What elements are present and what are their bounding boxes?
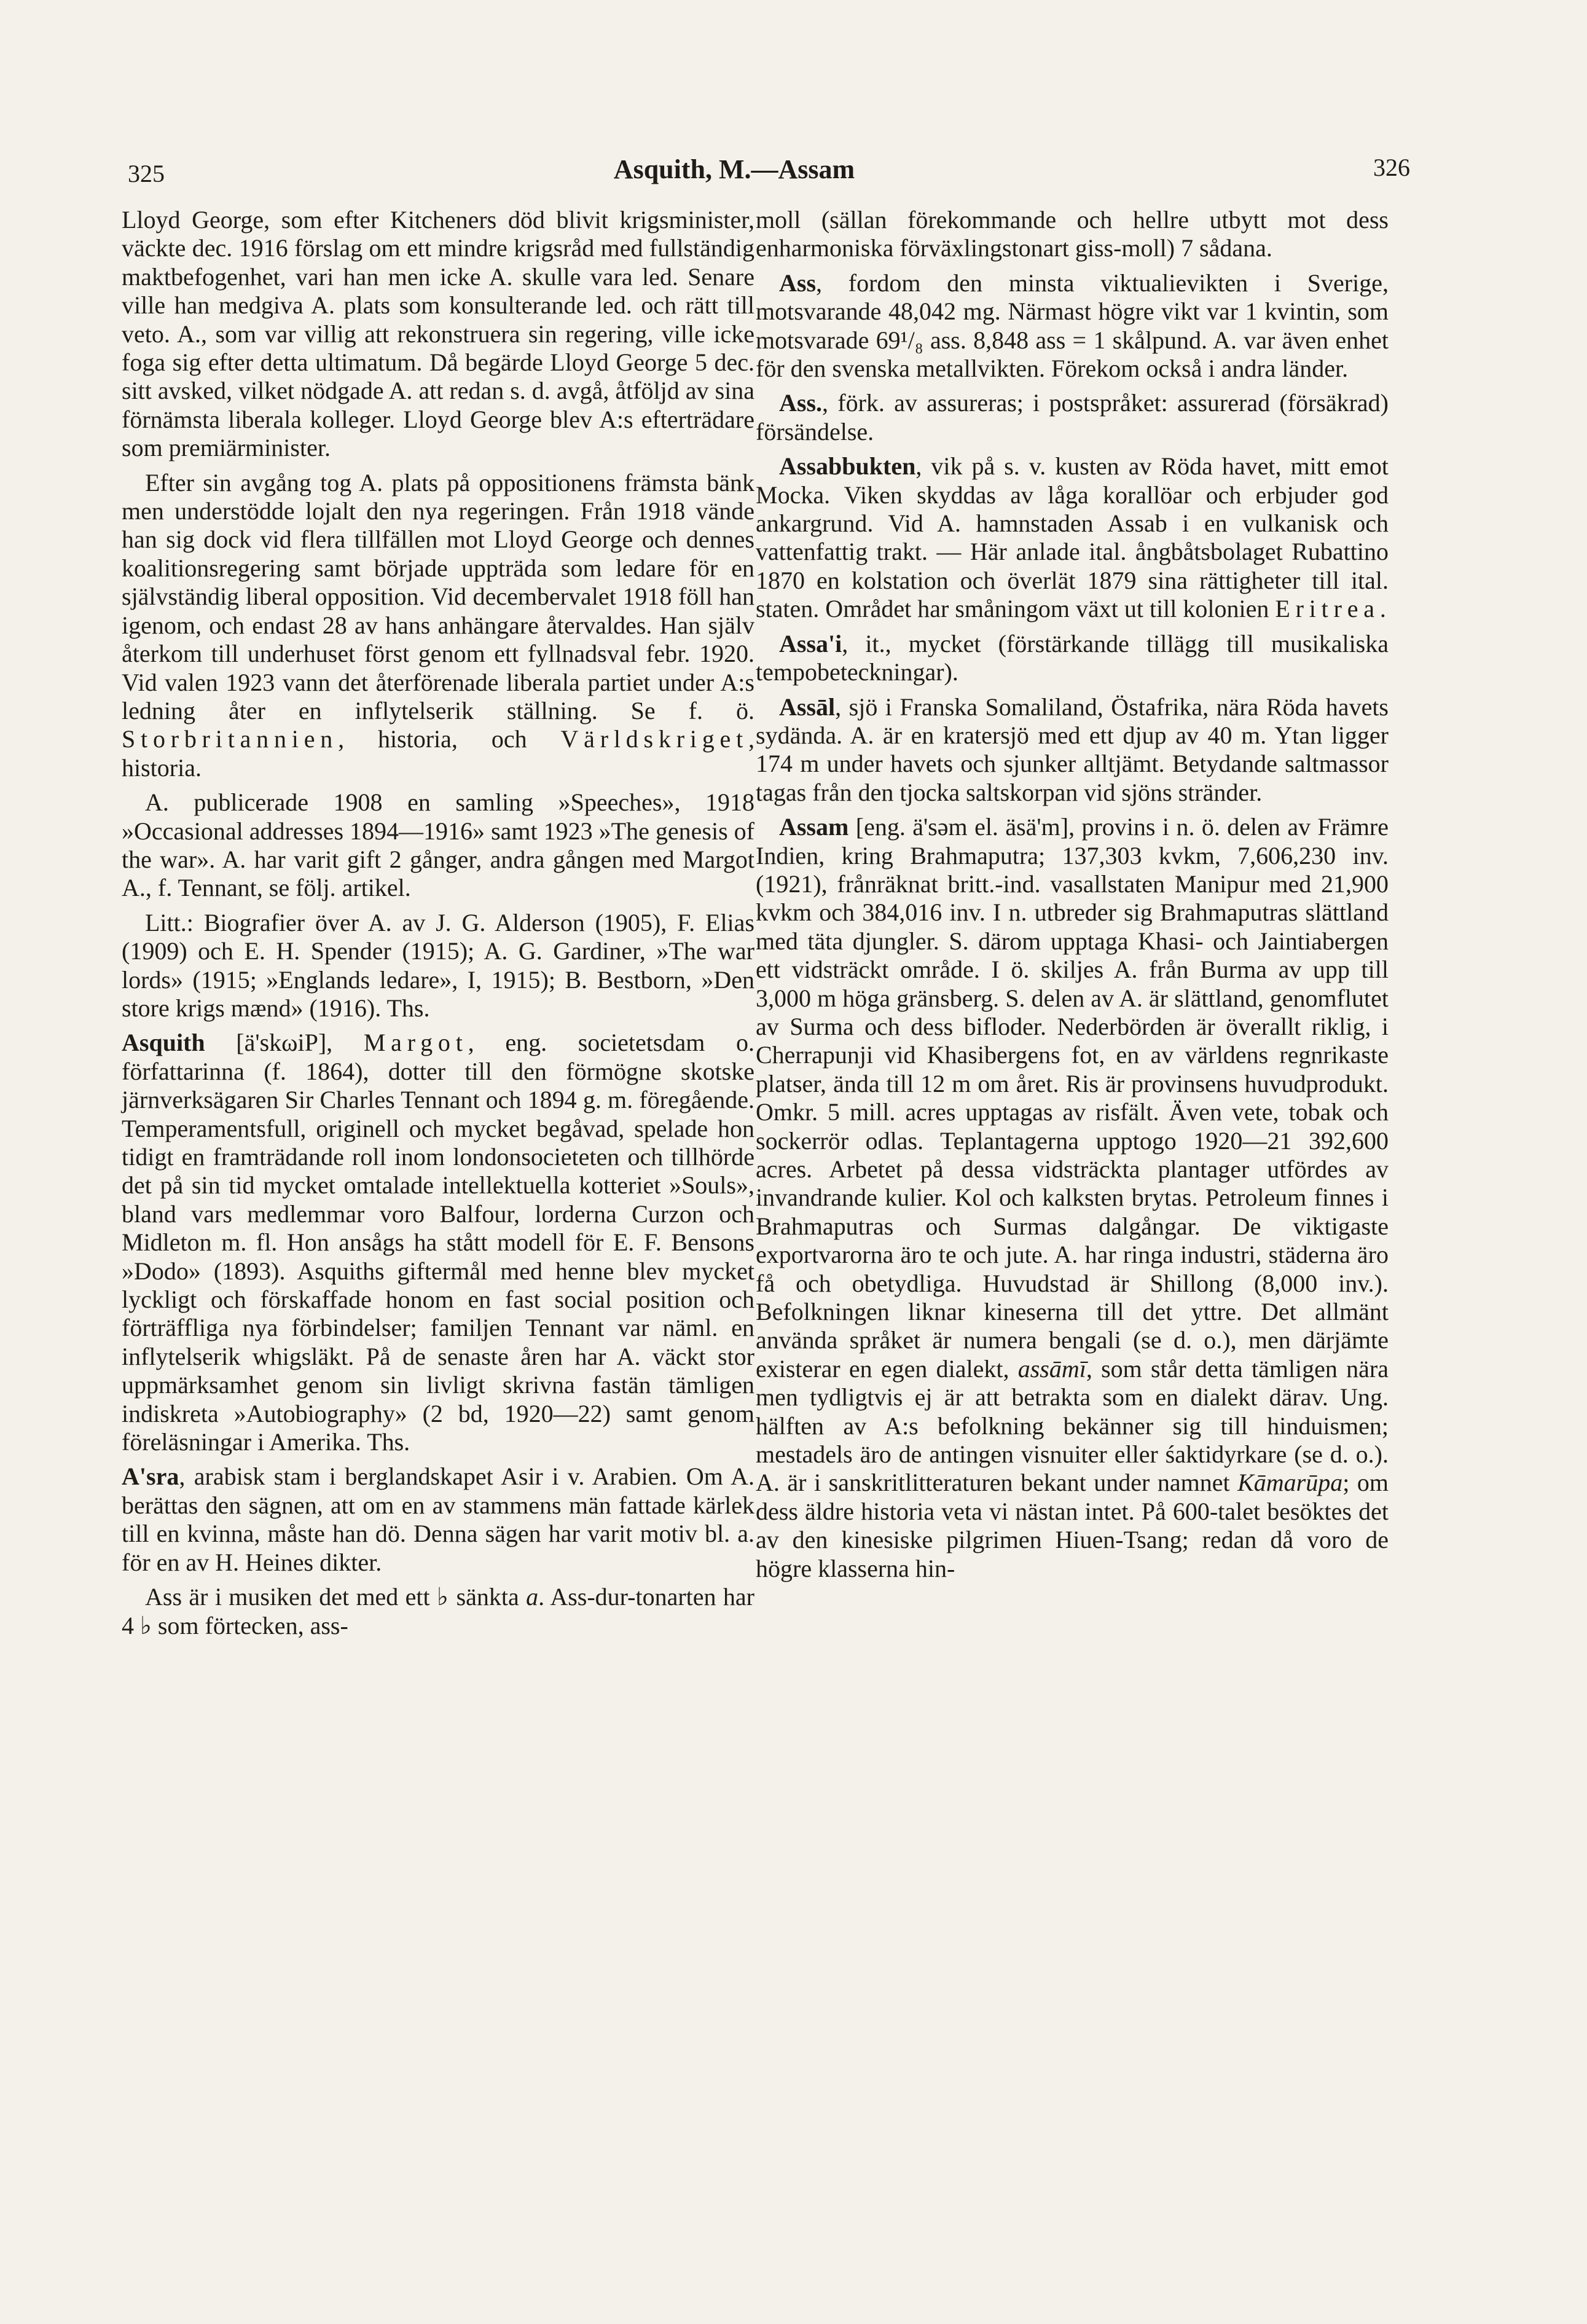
page-number-left: 325 [128,160,165,187]
headword: Asquith [122,1029,205,1057]
entry-ass-weight [756,269,1389,383]
entry-ass-abbr [756,389,1389,446]
right-column [756,206,1389,1589]
page-header [0,152,1587,202]
headword: Ass [779,269,817,297]
entry-assal [756,693,1389,807]
left-column [122,206,754,1646]
headword: Ass. [779,389,823,417]
text-segment: , arabisk stam i berglandskapet Asir i v. Arabien. Om A. berättas den sägnen, att om en av stammens män fattade kärlek till en kvinna, måste han dö. Denna sägen har varit motiv bl. a. för en av H. Heines dikter. [122,1462,754,1576]
paragraph-asquith-continuation: Lloyd George, som efter Kitcheners död blivit krigsminister, väckte dec. 1916 förslag om ett mindre krigsråd med fullständig maktbefogenhet, vari han men icke A. skulle vara led. Senare ville han medgiva A. plats som konsulterande led. och rätt till veto. A., som var villig att rekonstruera sin regering, ville icke foga sig efter detta ultimatum. Då begärde Lloyd George 5 dec. sitt avsked, vilket nödgade A. att redan s. d. avgå, åtföljd av sina förnämsta liberala kolleger. Lloyd George blev A:s efterträdare som premiärminister. [122,206,754,462]
entry-asquith-margot [122,1029,754,1456]
entry-ass-music [122,1583,754,1640]
entry-assai [756,630,1389,687]
spaced-name: Margot [363,1029,468,1057]
text-segment: , historia, och [338,725,561,753]
paragraph-publications: A. publicerade 1908 en samling »Speeches», 1918 »Occasional addresses 1894—1916» samt 1923 »The genesis of the war». A. har varit gift 2 gånger, andra gången med Margot A., f. Tennant, se följ. artikel. [122,788,754,902]
text-segment: [eng. ä'səm el. äsä'm], provins i n. ö. delen av Främre Indien, kring Brahmaputra; 137,303 kvkm, 7,606,230 inv. (1921), frånräknat britt.-ind. vasallstaten Manipur med 21,900 kvkm och 384,016 inv. I n. utbreder sig Brahmaputras slättland med täta djungler. S. därom upptaga Khasi- och Jaintiabergen ett vidsträckt område. I ö. skiljes A. från Burma av upp till 3,000 m höga gränsberg. S. delen av A. är slättland, genomflutet av Surma och dess bifloder. Nederbörden är överallt riklig, i Cherrapunji vid Khasibergens fot, en av världens regnrikaste platser, ända till 12 m om året. Ris är provinsens huvudprodukt. Omkr. 5 mill. acres upptagas av risfält. Även vete, tobak och sockerrör odlas. Teplantagerna upptogo 1920—21 392,600 acres. Arbetet på dessa vidsträckta plantager utfördes av invandrande kulier. Kol och kalksten brytas. Petroleum finnes i Brahmaputras och Surmas dalgångar. De viktigaste exportvarorna äro te och jute. A. har ringa industri, städerna äro få och obetydliga. Huvudstad är Shillong (8,000 inv.). Befolkningen liknar kineserna till det yttre. Det allmänt använda språket är numera bengali (se d. o.), men därjämte existerar en egen dialekt, [756,813,1389,1383]
italic-term: assāmī [1017,1354,1086,1383]
text-segment: . Ass-dur-tonarten har 4 ♭ som förtecken, ass- [122,1583,754,1639]
paragraph-ass-continuation: moll (sällan förekommande och hellre utbytt mot dess enharmoniska förväxlingstonart giss-moll) 7 sådana. [756,206,1389,262]
text-segment: Efter sin avgång tog A. plats på oppositionens främsta bänk men understödde lojalt den nya regeringen. Från 1918 vände han sig dock vid flera tillfällen mot Lloyd George och dennes koalitionsregering samt började uppträda som ledare för en självständig liberal opposition. Vid decembervalet 1918 föll han igenom, och endast 28 av hans anhängare återvaldes. Han själv återkom till underhuset först genom ett fyllnadsval febr. 1920. Vid valen 1923 vann det återförenade liberala partiet under A:s ledning åter en inflytelserik ställning. Se f. ö. [122,468,754,724]
page-number-right: 326 [1373,154,1410,181]
italic-term: a [526,1583,539,1611]
entry-assabbukten [756,452,1389,623]
headword: Assa'i [779,629,842,658]
text-segment: [ä'skωiP], [205,1029,364,1057]
headword: A'sra [122,1462,179,1491]
running-head: Asquith, M.—Assam [613,154,855,184]
paragraph-literature: Litt.: Biografier över A. av J. G. Alderson (1905), F. Elias (1909) och E. H. Spender (1915); A. G. Gardiner, »The war lords» (1915; »Englands ledare», I, 1915); B. Bestborn, »Den store krigs mænd» (1916). Ths. [122,908,754,1022]
text-segment: , som står detta tämligen nära men tydligtvis ej är att betrakta som en dialekt därav. Ung. hälften av A:s befolkning bekänner sig till hinduismen; mestadels äro de antingen visnuiter eller śaktidyrkare (se d. o.). A. är i sanskritlitteraturen bekant under namnet [756,1354,1389,1497]
text-segment: , fordom den minsta viktualievikten i Sverige, motsvarande 48,042 mg. Närmast högre vikt var 1 kvintin, som motsvarade 69¹/₈ ass. 8,848 ass = 1 skålpund. A. var även enhet för den svenska metallvikten. Förekom också i andra länder. [756,269,1389,383]
text-segment: , eng. societetsdam o. författarinna (f. 1864), dotter till den förmögne skotske järnverksägaren Sir Charles Tennant och 1894 g. m. föregående. Temperamentsfull, originell och mycket begåvad, spelade hon tidigt en framträdande roll inom londonsocieteten och tillhörde det på sin tid mycket omtalade intellektuella kotteriet »Souls», bland vars medlemmar voro Balfour, lorderna Curzon och Midleton m. fl. Hon ansågs ha stått modell för E. F. Bensons »Dodo» (1893). Asquiths giftermål med henne blev mycket lyckligt och förskaffade honom en fast social position och förträffliga nya förbindelser; familjen Tennant var näml. en inflytelserik whigsläkt. På de senaste åren har A. väckt stor uppmärksamhet genom sin livligt skrivna fastän tämligen indiskreta »Autobiography» (2 bd, 1920—22) samt genom föreläsningar i Amerika. Ths. [122,1029,754,1456]
text-segment: . [1379,595,1386,623]
text-segment: , it., mycket (förstärkande tillägg till musikaliska tempobeteckningar). [756,629,1389,686]
text-segment: , historia. [122,725,754,782]
headword: Assam [779,813,849,841]
italic-term: Kāmarūpa [1237,1469,1343,1497]
text-segment: , förk. av assureras; i postspråket: assurerad (försäkrad) försändelse. [756,389,1389,446]
text-segment: , sjö i Franska Somaliland, Östafrika, nära Röda havets sydända. A. är en kratersjö med ett djup av 40 m. Ytan ligger 174 m under havets och sjunker alltjämt. Betydande saltmassor tagas från den tjocka saltskorpan vid sjöns stränder. [756,693,1389,806]
text-segment: Ass är i musiken det med ett ♭ sänkta [145,1583,527,1611]
cross-reference: Eritrea [1275,595,1380,623]
entry-assam [756,813,1389,1583]
paragraph-after-resignation [122,469,754,782]
cross-reference: Storbritannien [122,725,339,753]
entry-asra [122,1462,754,1577]
text-segment: ; om dess äldre historia veta vi nästan intet. På 600-talet besöktes det av den kinesiske pilgrimen Hiuen-Tsang; redan då voro de högre klasserna hin- [756,1469,1389,1582]
headword: Assabbukten [779,452,916,481]
text-segment: , vik på s. v. kusten av Röda havet, mitt emot Mocka. Viken skyddas av låga korallöar och erbjuder god ankargrund. Vid A. hamnstaden Assab i en vulkanisk och vattenfattig trakt. — Här anlade ital. ångbåtsbolaget Rubattino 1870 en kolstation och överlät 1879 sina rättigheter till ital. staten. Området har småningom växt ut till kolonien [756,452,1389,623]
headword: Assāl [779,693,836,721]
cross-reference: Världskriget [560,725,748,753]
